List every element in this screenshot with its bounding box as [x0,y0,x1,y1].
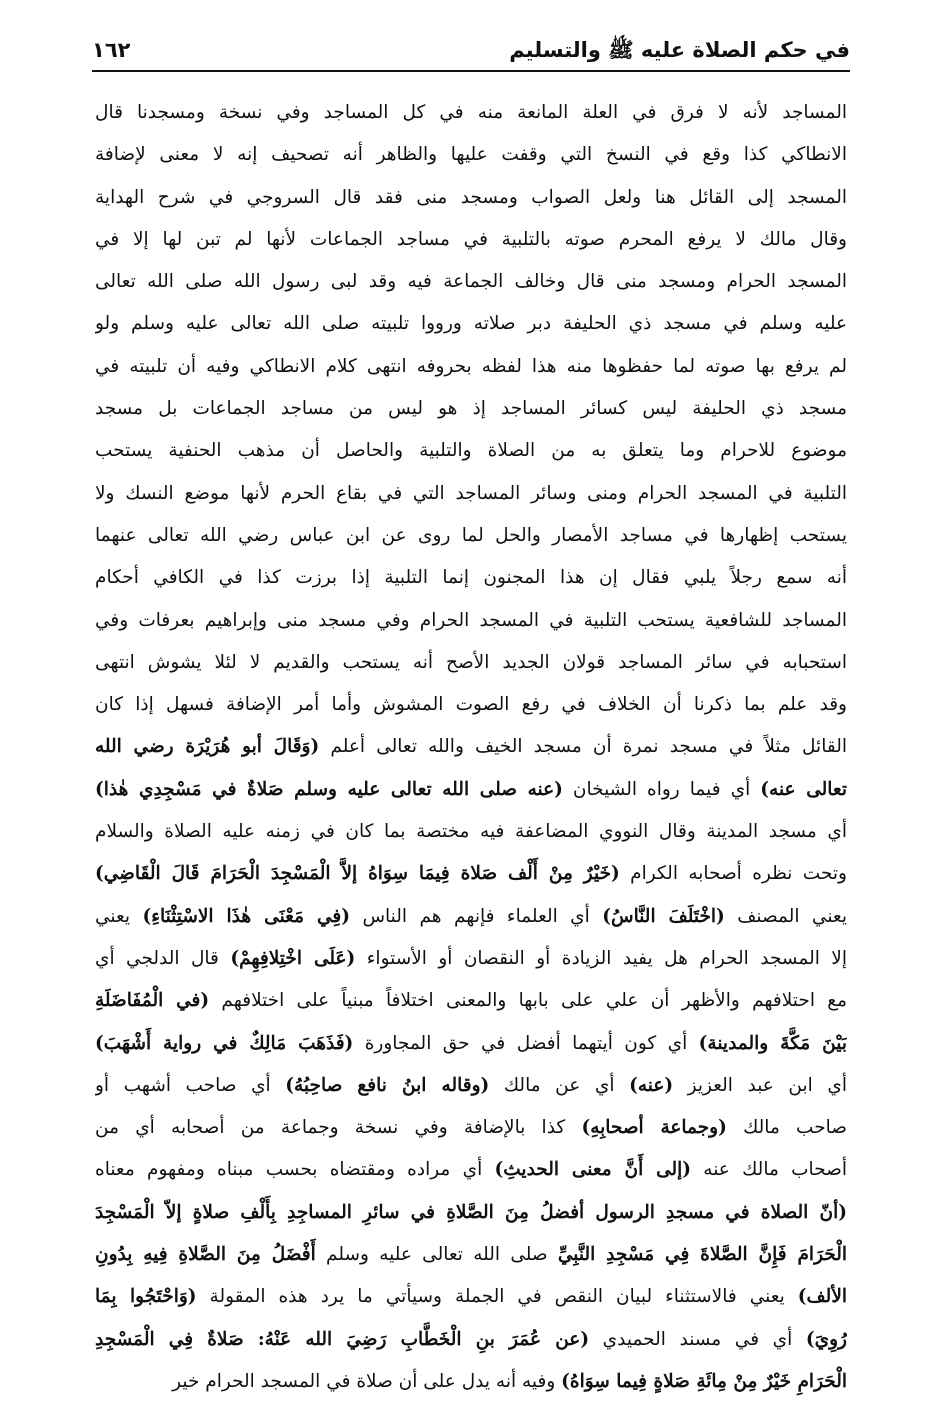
bold-quote-segment: الْحَرَامِ خَيْرٌ مِنْ مِائَةِ صَلاةٍ فِيما سِوَاهُ) [561,1370,847,1392]
text-line [95,600,847,642]
text-line [95,1107,847,1149]
text-segment: المساجد لأنه لا فرق في العلة المانعة منه في كل المساجد وفي نسخة ومسجدنا قال [95,102,847,123]
text-segment: القائل مثلاً في مسجد نمرة أن مسجد الخيف والله تعالى أعلم [319,736,847,758]
body-text [95,92,847,1403]
text-line [95,1234,847,1276]
text-line [95,134,847,176]
bold-quote-segment: الْحَرَامَ فَإِنَّ الصَّلاةَ فِي مَسْجِدِ النَّبِيِّ [557,1244,847,1266]
text-segment: أي العلماء فإنهم هم الناس [350,905,603,927]
text-segment: صلى الله تعالى عليه وسلم [315,1244,558,1266]
text-segment: المساجد للشافعية يستحب التلبية في المسجد الحرام وفي مسجد منى وإبراهيم بعرفات وفي [95,609,847,631]
bold-quote-segment: (إلى أَنَّ معنى الحديثِ) [494,1159,692,1181]
text-segment: صاحب مالك [726,1117,847,1139]
text-line [95,1023,847,1065]
text-line [95,515,847,557]
bold-quote-segment: (عن عُمَرَ بنِ الْخَطَّابِ رَضِيَ الله عَنْهُ: صَلاةٌ فِي الْمَسْجِدِ [95,1328,590,1350]
text-line [95,303,847,345]
text-segment: استحبابه في سائر المساجد قولان الجديد الأصح أنه يستحب والقديم لا لئلا يشوش انتهى [95,651,847,673]
text-segment: وقد علم بما ذكرنا أن الخلاف في رفع الصوت المشوش وأما أمر الإضافة فسهل إذا كان [95,694,847,716]
text-segment: أي مراده ومقتضاه بحسب مبناه ومفهوم معناه [95,1159,495,1181]
text-segment: التلبية في المسجد الحرام ومنى وسائر المساجد التي في بقاع الحرم لأنها موضع النسك ولا [95,482,847,504]
text-segment: عليه وسلم في مسجد ذي الحليفة دبر صلاته ورووا تلبيته صلى الله تعالى عليه وسلم ولو [95,313,847,335]
text-segment: وقال مالك لا يرفع المحرم صوته بالتلبية في مساجد الجماعات لأنها لم تبن لها إلا في [95,228,847,250]
text-line [95,388,847,430]
bold-quote-segment: (عنه) [629,1074,674,1096]
text-line [95,726,847,768]
text-segment: مسجد ذي الحليفة ليس كسائر المساجد إذ هو ليس من مساجد الجماعات بل مسجد [95,398,847,420]
page-header [92,30,850,72]
text-segment: أي فيما رواه الشيخان [562,778,761,800]
bold-quote-segment: أَفْضَلُ مِنَ الصَّلاةِ فِيهِ بِدُونِ [95,1244,316,1266]
bold-quote-segment: رُوِيَ) [805,1328,847,1350]
bold-quote-segment: (اخْتَلَفَ النَّاسُ) [602,905,725,927]
running-title: في حكم الصلاة عليه ﷺ والتسليم [509,37,850,62]
text-segment: كذا بالإضافة وفي نسخة وجماعة من أصحابه أي من [95,1117,582,1139]
text-line [95,684,847,726]
text-line [95,473,847,515]
text-segment: أي صاحب أشهب أو [95,1074,286,1096]
bold-quote-segment: بَيْنَ مَكَّةَ والمدينة) [698,1032,847,1054]
text-line [95,896,847,938]
text-line [95,938,847,980]
text-line [95,980,847,1022]
text-segment: الانطاكي كذا وقع في النسخ التي وقفت عليها والظاهر أنه تصحيف إنه لا معنى لإضافة [95,144,847,166]
text-segment: أنه سمع رجلاً يلبي فقال إن هذا المجنون إنما التلبية إذا برزت كذا في الكافي أحكام [95,567,847,589]
text-line [95,92,847,134]
text-line [95,1276,847,1318]
bold-quote-segment: (عَلَى اخْتِلافِهِمْ) [230,947,356,969]
text-line [95,1192,847,1234]
text-line [95,769,847,811]
text-segment: لم يرفع بها صوته لما حفظوها منه هذا لفظه بحروفه انتهى كلام الانطاكي وفيه أن تلبيته في [95,355,847,377]
text-segment: يستحب إظهارها في مساجد الأمصار والحل لما روى عن ابن عباس رضي الله تعالى عنهما [95,524,847,546]
text-segment: يعني فالاستثناء لبيان النقص في الجملة وسيأتي ما يرد هذه المقولة [196,1286,798,1308]
text-segment: مع احتلافهم والأظهر أن علي على بابها والمعنى اختلافاً مبنياً على اختلافهم [209,990,847,1012]
text-segment: إلا المسجد الحرام هل يفيد الزيادة أو النقصان أو الأستواء [355,947,847,969]
text-line [95,1149,847,1191]
bold-quote-segment: (أنّ الصلاة في مسجدِ الرسول أفضلُ مِنَ الصَّلاةِ في سائرِ المساجِدِ بِأَلْفِ صلاةٍ إلاّ الْمَسْجِدَ [95,1201,847,1223]
bold-quote-segment: (وَاحْتَجُوا بِمَا [95,1286,197,1308]
text-segment: وتحت نظره أصحابه الكرام [619,863,847,885]
text-line [95,853,847,895]
text-segment: قال الدلجي أي [95,947,231,969]
text-line [95,261,847,303]
text-segment: وفيه أنه يدل على أن صلاة في المسجد الحرام خير [172,1370,562,1392]
text-line [95,642,847,684]
bold-quote-segment: (وَقَالَ أبو هُرَيْرَة رضي الله [95,736,320,758]
text-line [95,1065,847,1107]
text-line [95,430,847,472]
text-line [95,219,847,261]
text-segment: أي كون أيتهما أفضل في حق المجاورة [353,1032,699,1054]
text-segment: أي في مسند الحميدي [589,1328,806,1350]
text-line [95,346,847,388]
text-segment: أي ابن عبد العزيز [673,1074,847,1096]
text-segment: المسجد الحرام ومسجد منى قال وخالف الجماعة فيه وقد لبى رسول الله صلى الله تعالى [95,271,847,293]
bold-quote-segment: (وجماعة أصحابِهِ) [581,1117,727,1139]
text-segment: موضوع للاحرام وما يتعلق به من الصلاة والتلبية والحاصل أن مذهب الحنفية يستحب [95,440,847,462]
bold-quote-segment: الألف) [797,1286,847,1308]
text-line [95,557,847,599]
text-line [95,1319,847,1361]
bold-quote-segment: (وقاله ابنُ نافع صاحِبُهُ) [285,1074,490,1096]
text-segment: المسجد إلى القائل هنا ولعل الصواب ومسجد منى فقد قال السروجي في شرح الهداية [95,186,847,208]
text-segment: يعني [95,905,143,927]
bold-quote-segment: (في الْمُفَاضَلَةِ [95,990,210,1012]
bold-quote-segment: (عنه صلى الله تعالى عليه وسلم صَلاةٌ في مَسْجِدِي هٰذا) [95,778,563,800]
text-segment: يعني المصنف [724,905,847,927]
bold-quote-segment: تعالى عنه) [760,778,847,800]
text-line [95,811,847,853]
text-segment: أي عن مالك [489,1074,630,1096]
text-line [95,177,847,219]
bold-quote-segment: (فَذَهَبَ مَالِكٌ في رواية أَشْهَبَ) [95,1032,354,1054]
text-segment: أصحاب مالك عنه [691,1159,847,1181]
bold-quote-segment: (فِي مَعْنَى هٰذَا الاسْتِثْنَاءِ) [142,905,351,927]
text-segment: أي مسجد المدينة وقال النووي المضاعفة فيه مختصة بما كان في زمنه عليه الصلاة والسلام [95,821,847,843]
page-number: ١٦٢ [92,37,131,62]
bold-quote-segment: (خَيْرٌ مِنْ أَلْف صَلاة فِيمَا سِوَاهُ إلاَّ الْمَسْجِدَ الْحَرَامَ قَالَ الْقَاضِي) [95,863,620,885]
